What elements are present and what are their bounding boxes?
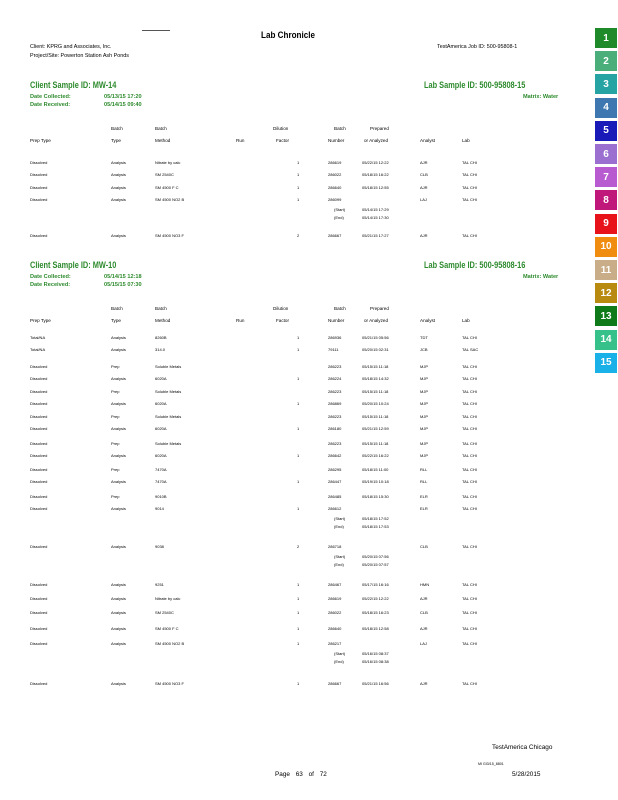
row-batch-number: 286467 xyxy=(328,582,342,587)
row-analyst: AJR xyxy=(420,681,428,686)
row-batch-method: 6020A xyxy=(155,401,167,406)
row-analyst: MJP xyxy=(420,376,428,381)
row-batch-method: 9014 xyxy=(155,506,164,511)
row-batch-number: 286223 xyxy=(328,441,342,446)
row-batch-method: Nitrate by calc xyxy=(155,596,181,601)
matrix-label: Matrix: Water xyxy=(523,94,559,100)
section-tab-8[interactable]: 8 xyxy=(595,190,617,210)
row-prep-type: Dissolved xyxy=(30,426,48,431)
row-extra-date: 05/14/15 17:30 xyxy=(362,215,389,220)
column-header-lab: Lab xyxy=(462,138,470,143)
row-lab: TAL CHI xyxy=(462,453,477,458)
row-date: 05/15/15 11:18 xyxy=(362,414,389,419)
column-header-prep-type: Prep Type xyxy=(30,138,51,143)
row-dilution: 1 xyxy=(297,160,300,165)
row-batch-number: 286223 xyxy=(328,364,342,369)
row-prep-type: Dissolved xyxy=(30,610,48,615)
row-lab: TAL CHI xyxy=(462,364,477,369)
row-prep-type: Dissolved xyxy=(30,233,48,238)
row-analyst: ELR xyxy=(420,506,428,511)
column-header-prepared-1: Prepared xyxy=(370,126,389,131)
row-lab: TAL CHI xyxy=(462,401,477,406)
row-batch-method: SM 4500 F C xyxy=(155,626,179,631)
row-batch-number: 286619 xyxy=(328,596,342,601)
row-batch-method: 6020A xyxy=(155,453,167,458)
row-lab: TAL CHI xyxy=(462,160,477,165)
section-tab-7[interactable]: 7 xyxy=(595,167,617,187)
row-prep-type: Total/NA xyxy=(30,335,46,340)
row-batch-number: 286022 xyxy=(328,610,342,615)
row-analyst: MJP xyxy=(420,364,428,369)
row-batch-method: Soluble Metals xyxy=(155,389,182,394)
row-batch-method: Soluble Metals xyxy=(155,441,182,446)
row-batch-type: Analysis xyxy=(111,347,126,352)
section-tab-6[interactable]: 6 xyxy=(595,144,617,164)
row-analyst: RLL xyxy=(420,467,428,472)
row-batch-method: SM 2540C xyxy=(155,610,174,615)
row-extra-date: 05/16/15 08:37 xyxy=(362,651,389,656)
column-header-batch-method-2: Method xyxy=(155,318,171,323)
date-received-label: Date Received: xyxy=(30,282,71,288)
row-batch-number: 286936 xyxy=(328,335,342,340)
date-collected-label: Date Collected: xyxy=(30,94,71,100)
row-lab: TAL CHI xyxy=(462,596,477,601)
row-analyst: CLB xyxy=(420,172,428,177)
row-date: 05/21/15 17:27 xyxy=(362,233,389,238)
row-lab: TAL CHI xyxy=(462,681,477,686)
row-batch-method: 9010B xyxy=(155,494,167,499)
row-analyst: JCB xyxy=(420,347,428,352)
row-prep-type: Dissolved xyxy=(30,197,48,202)
row-prep-type: Total/NA xyxy=(30,347,46,352)
row-analyst: AJR xyxy=(420,185,428,190)
row-prep-type: Dissolved xyxy=(30,389,48,394)
column-header-prepared-2: or Analyzed xyxy=(364,318,389,323)
row-dilution: 1 xyxy=(297,347,300,352)
footer-code: MI GI3/15_8801 xyxy=(478,762,504,766)
column-header-batch-number-2: Number xyxy=(328,138,345,143)
row-lab: TAL CHI xyxy=(462,582,477,587)
row-batch-method: 6020A xyxy=(155,376,167,381)
row-date: 05/18/15 11:00 xyxy=(362,467,389,472)
row-prep-type: Dissolved xyxy=(30,467,48,472)
row-dilution: 1 xyxy=(297,626,300,631)
row-analyst: MJP xyxy=(420,426,428,431)
column-header-prepared-2: or Analyzed xyxy=(364,138,389,143)
row-dilution: 1 xyxy=(297,172,300,177)
row-batch-type: Analysis xyxy=(111,172,126,177)
row-date: 05/22/15 12:22 xyxy=(362,596,389,601)
row-extra-tag: (End) xyxy=(334,659,344,664)
column-header-batch-method-1: Batch xyxy=(155,306,167,311)
row-batch-type: Analysis xyxy=(111,197,126,202)
column-header-dilution-2: Factor xyxy=(276,138,290,143)
row-extra-date: 05/18/15 17:53 xyxy=(362,524,389,529)
row-prep-type: Dissolved xyxy=(30,641,48,646)
row-date: 05/20/15 02:31 xyxy=(362,347,389,352)
row-date: 05/18/15 14:32 xyxy=(362,376,389,381)
row-batch-number: 286640 xyxy=(328,626,342,631)
row-extra-date: 05/20/15 07:56 xyxy=(362,554,389,559)
row-prep-type: Dissolved xyxy=(30,506,48,511)
section-tab-10[interactable]: 10 xyxy=(595,237,617,257)
section-tab-5[interactable]: 5 xyxy=(595,121,617,141)
client-sample-id: Client Sample ID: MW-14 xyxy=(30,80,117,90)
row-analyst: MJP xyxy=(420,389,428,394)
row-prep-type: Dissolved xyxy=(30,453,48,458)
row-analyst: HMN xyxy=(420,582,430,587)
section-tab-2[interactable]: 2 xyxy=(595,51,617,71)
date-received-label: Date Received: xyxy=(30,102,71,108)
lab-sample-id: Lab Sample ID: 500-95808-15 xyxy=(424,80,526,90)
row-batch-type: Analysis xyxy=(111,582,126,587)
date-received-value: 05/14/15 09:40 xyxy=(104,102,142,108)
row-batch-type: Analysis xyxy=(111,641,126,646)
row-batch-method: 6020A xyxy=(155,426,167,431)
row-lab: TAL CHI xyxy=(462,233,477,238)
row-batch-type: Prep xyxy=(111,467,120,472)
row-analyst: AJR xyxy=(420,160,428,165)
row-lab: TAL CHI xyxy=(462,426,477,431)
row-prep-type: Dissolved xyxy=(30,544,48,549)
row-batch-number: 286485 xyxy=(328,494,342,499)
column-header-run: Run xyxy=(236,138,245,143)
row-analyst: MJP xyxy=(420,414,428,419)
row-batch-method: Soluble Metals xyxy=(155,364,182,369)
row-batch-number: 286224 xyxy=(328,376,342,381)
row-prep-type: Dissolved xyxy=(30,401,48,406)
row-batch-number: 286869 xyxy=(328,401,342,406)
row-batch-number: 286099 xyxy=(328,197,342,202)
row-batch-number: 79111 xyxy=(328,347,339,352)
row-dilution: 2 xyxy=(297,233,300,238)
row-batch-method: 9251 xyxy=(155,582,164,587)
row-date: 05/20/15 10:24 xyxy=(362,401,389,406)
row-batch-method: 314.0 xyxy=(155,347,166,352)
date-collected-label: Date Collected: xyxy=(30,274,71,280)
column-header-batch-number-1: Batch xyxy=(334,126,346,131)
row-batch-method: 8260B xyxy=(155,335,167,340)
page-title: Lab Chronicle xyxy=(261,30,316,40)
row-prep-type: Dissolved xyxy=(30,376,48,381)
section-tab-14[interactable]: 14 xyxy=(595,330,617,350)
row-batch-type: Prep xyxy=(111,414,120,419)
row-batch-number: 286022 xyxy=(328,172,342,177)
row-lab: TAL CHI xyxy=(462,335,477,340)
row-prep-type: Dissolved xyxy=(30,441,48,446)
row-batch-number: 286447 xyxy=(328,479,342,484)
row-extra-tag: (End) xyxy=(334,562,344,567)
column-header-batch-type-1: Batch xyxy=(111,126,123,131)
row-prep-type: Dissolved xyxy=(30,414,48,419)
row-lab: TAL CHI xyxy=(462,494,477,499)
column-header-batch-number-1: Batch xyxy=(334,306,346,311)
top-rule xyxy=(142,30,170,31)
row-date: 05/19/15 10:18 xyxy=(362,479,389,484)
row-batch-type: Analysis xyxy=(111,681,126,686)
row-date: 05/15/15 11:18 xyxy=(362,441,389,446)
row-batch-type: Analysis xyxy=(111,376,126,381)
row-lab: TAL CHI xyxy=(462,626,477,631)
row-batch-type: Analysis xyxy=(111,544,126,549)
row-batch-method: SM 4500 NO2 B xyxy=(155,197,185,202)
column-header-batch-type-2: Type xyxy=(111,318,121,323)
row-prep-type: Dissolved xyxy=(30,494,48,499)
column-header-run: Run xyxy=(236,318,245,323)
row-date: 05/21/15 16:56 xyxy=(362,681,389,686)
date-collected-value: 05/14/15 12:18 xyxy=(104,274,142,280)
row-lab: TAL CHI xyxy=(462,389,477,394)
row-extra-date: 05/14/15 17:29 xyxy=(362,207,389,212)
section-tab-4[interactable]: 4 xyxy=(595,98,617,118)
footer-company: TestAmerica Chicago xyxy=(492,744,553,751)
job-id: TestAmerica Job ID: 500-95808-1 xyxy=(437,44,518,50)
row-batch-type: Prep xyxy=(111,441,120,446)
row-analyst: AJR xyxy=(420,626,428,631)
row-date: 05/18/15 12:58 xyxy=(362,626,389,631)
row-batch-number: 286718 xyxy=(328,544,342,549)
row-analyst: AJR xyxy=(420,596,428,601)
row-date: 05/15/15 11:18 xyxy=(362,364,389,369)
column-header-batch-method-1: Batch xyxy=(155,126,167,131)
row-batch-method: Nitrate by calc xyxy=(155,160,181,165)
row-analyst: LAJ xyxy=(420,641,427,646)
row-dilution: 1 xyxy=(297,426,300,431)
row-batch-method: SM 2540C xyxy=(155,172,174,177)
row-batch-type: Analysis xyxy=(111,185,126,190)
row-lab: TAL CHI xyxy=(462,479,477,484)
date-collected-value: 05/13/15 17:20 xyxy=(104,94,142,100)
row-prep-type: Dissolved xyxy=(30,172,48,177)
row-date: 05/18/15 16:22 xyxy=(362,172,389,177)
row-batch-number: 286223 xyxy=(328,389,342,394)
row-batch-number: 286180 xyxy=(328,426,342,431)
row-prep-type: Dissolved xyxy=(30,582,48,587)
row-lab: TAL CHI xyxy=(462,441,477,446)
row-batch-method: 7470A xyxy=(155,479,167,484)
row-extra-date: 05/16/15 08:38 xyxy=(362,659,389,664)
lab-sample-id: Lab Sample ID: 500-95808-16 xyxy=(424,260,526,270)
row-batch-type: Analysis xyxy=(111,453,126,458)
row-batch-type: Analysis xyxy=(111,160,126,165)
column-header-analyst: Analyst xyxy=(420,138,436,143)
row-date: 05/21/15 05:56 xyxy=(362,335,389,340)
column-header-lab: Lab xyxy=(462,318,470,323)
row-extra-tag: (Start) xyxy=(334,516,346,521)
footer-date: 5/28/2015 xyxy=(512,771,541,778)
row-prep-type: Dissolved xyxy=(30,626,48,631)
row-lab: TAL CHI xyxy=(462,506,477,511)
column-header-prep-type: Prep Type xyxy=(30,318,51,323)
row-batch-number: 286619 xyxy=(328,160,342,165)
row-batch-type: Analysis xyxy=(111,426,126,431)
row-analyst: ELR xyxy=(420,494,428,499)
row-extra-tag: (End) xyxy=(334,215,344,220)
page-number: Page 63 of 72 xyxy=(275,771,327,778)
row-batch-method: 9038 xyxy=(155,544,164,549)
row-dilution: 1 xyxy=(297,596,300,601)
row-batch-type: Analysis xyxy=(111,596,126,601)
row-dilution: 1 xyxy=(297,506,300,511)
row-dilution: 1 xyxy=(297,197,300,202)
row-analyst: AJR xyxy=(420,233,428,238)
row-batch-method: Soluble Metals xyxy=(155,414,182,419)
row-date: 05/18/15 12:55 xyxy=(362,185,389,190)
column-header-batch-type-1: Batch xyxy=(111,306,123,311)
row-batch-type: Analysis xyxy=(111,506,126,511)
row-batch-method: 7470A xyxy=(155,467,167,472)
row-prep-type: Dissolved xyxy=(30,185,48,190)
row-analyst: MJP xyxy=(420,453,428,458)
client-line: Client: KPRG and Associates, Inc. xyxy=(30,44,112,50)
column-header-batch-number-2: Number xyxy=(328,318,345,323)
section-tab-3[interactable]: 3 xyxy=(595,74,617,94)
row-prep-type: Dissolved xyxy=(30,160,48,165)
column-header-batch-type-2: Type xyxy=(111,138,121,143)
row-batch-number: 286640 xyxy=(328,185,342,190)
row-prep-type: Dissolved xyxy=(30,681,48,686)
row-date: 05/18/15 16:23 xyxy=(362,610,389,615)
row-batch-number: 286612 xyxy=(328,506,342,511)
section-tab-12[interactable]: 12 xyxy=(595,283,617,303)
row-batch-type: Analysis xyxy=(111,479,126,484)
row-batch-number: 286667 xyxy=(328,233,342,238)
row-analyst: CLB xyxy=(420,610,428,615)
row-date: 05/22/15 12:22 xyxy=(362,160,389,165)
section-tab-13[interactable]: 13 xyxy=(595,306,617,326)
row-batch-number: 286295 xyxy=(328,467,342,472)
row-extra-tag: (End) xyxy=(334,524,344,529)
row-dilution: 1 xyxy=(297,335,300,340)
row-extra-tag: (Start) xyxy=(334,207,346,212)
column-header-analyst: Analyst xyxy=(420,318,436,323)
row-lab: TAL CHI xyxy=(462,197,477,202)
row-batch-type: Analysis xyxy=(111,401,126,406)
row-lab: TAL CHI xyxy=(462,414,477,419)
row-dilution: 1 xyxy=(297,582,300,587)
row-analyst: RLL xyxy=(420,479,428,484)
row-lab: TAL CHI xyxy=(462,641,477,646)
row-lab: TAL CHI xyxy=(462,376,477,381)
row-extra-date: 05/18/15 17:52 xyxy=(362,516,389,521)
row-lab: TAL SAC xyxy=(462,347,479,352)
row-dilution: 1 xyxy=(297,479,300,484)
column-header-dilution-1: Dilution xyxy=(273,126,289,131)
row-batch-type: Analysis xyxy=(111,335,126,340)
client-sample-id: Client Sample ID: MW-10 xyxy=(30,260,117,270)
column-header-batch-method-2: Method xyxy=(155,138,171,143)
row-batch-type: Prep xyxy=(111,389,120,394)
row-batch-number: 286667 xyxy=(328,681,342,686)
row-prep-type: Dissolved xyxy=(30,596,48,601)
row-analyst: MJP xyxy=(420,401,428,406)
row-batch-type: Prep xyxy=(111,364,120,369)
row-batch-type: Analysis xyxy=(111,610,126,615)
row-batch-method: SM 4500 F C xyxy=(155,185,179,190)
row-batch-type: Analysis xyxy=(111,233,126,238)
row-date: 05/18/15 15:30 xyxy=(362,494,389,499)
row-batch-method: SM 4500 NO2 B xyxy=(155,641,185,646)
row-dilution: 1 xyxy=(297,376,300,381)
row-prep-type: Dissolved xyxy=(30,479,48,484)
row-dilution: 2 xyxy=(297,544,300,549)
row-dilution: 1 xyxy=(297,185,300,190)
row-analyst: CLB xyxy=(420,544,428,549)
row-prep-type: Dissolved xyxy=(30,364,48,369)
row-extra-date: 05/20/15 07:57 xyxy=(362,562,389,567)
row-batch-method: SM 4500 NO3 F xyxy=(155,681,184,686)
row-extra-tag: (Start) xyxy=(334,651,346,656)
column-header-dilution-2: Factor xyxy=(276,318,290,323)
row-dilution: 1 xyxy=(297,681,300,686)
row-analyst: TDT xyxy=(420,335,428,340)
row-date: 05/21/15 12:59 xyxy=(362,426,389,431)
row-lab: TAL CHI xyxy=(462,544,477,549)
row-batch-type: Analysis xyxy=(111,626,126,631)
row-dilution: 1 xyxy=(297,610,300,615)
section-tab-15[interactable]: 15 xyxy=(595,353,617,373)
row-dilution: 1 xyxy=(297,401,300,406)
row-lab: TAL CHI xyxy=(462,610,477,615)
row-date: 05/15/15 11:18 xyxy=(362,389,389,394)
row-batch-number: 286642 xyxy=(328,453,342,458)
section-tab-11[interactable]: 11 xyxy=(595,260,617,280)
column-header-dilution-1: Dilution xyxy=(273,306,289,311)
date-received-value: 05/15/15 07:30 xyxy=(104,282,142,288)
row-dilution: 1 xyxy=(297,641,300,646)
project-line: Project/Site: Powerton Station Ash Ponds xyxy=(30,53,129,59)
row-batch-number: 286217 xyxy=(328,641,342,646)
column-header-prepared-1: Prepared xyxy=(370,306,389,311)
row-lab: TAL CHI xyxy=(462,172,477,177)
row-extra-tag: (Start) xyxy=(334,554,346,559)
row-date: 05/22/15 16:22 xyxy=(362,453,389,458)
section-tab-1[interactable]: 1 xyxy=(595,28,617,48)
row-lab: TAL CHI xyxy=(462,467,477,472)
row-batch-method: SM 4500 NO3 F xyxy=(155,233,184,238)
row-batch-type: Prep xyxy=(111,494,120,499)
row-lab: TAL CHI xyxy=(462,185,477,190)
row-batch-number: 286223 xyxy=(328,414,342,419)
row-dilution: 1 xyxy=(297,453,300,458)
row-analyst: LAJ xyxy=(420,197,427,202)
section-tab-9[interactable]: 9 xyxy=(595,214,617,234)
row-analyst: MJP xyxy=(420,441,428,446)
matrix-label: Matrix: Water xyxy=(523,274,559,280)
row-date: 05/17/15 16:16 xyxy=(362,582,389,587)
